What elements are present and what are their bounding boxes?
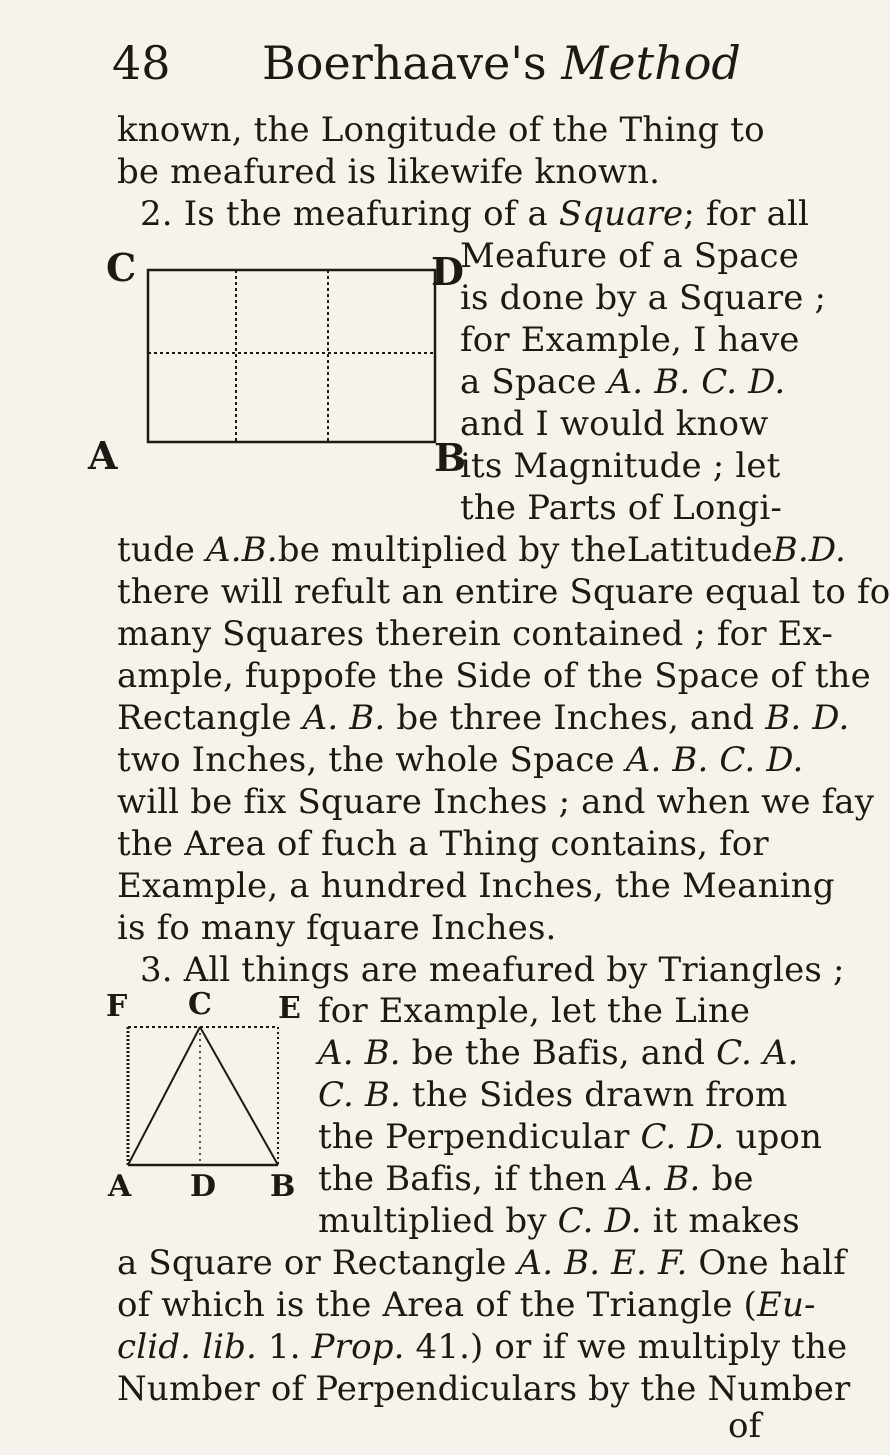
label-c: C: [106, 245, 137, 290]
label-d: D: [431, 249, 464, 294]
text-line: the Bafis, if then A. B. be: [318, 1159, 754, 1199]
side-cb: [200, 1027, 278, 1165]
text-line: ample, fuppofe the Side of the Space of the: [117, 656, 871, 696]
text-line: is fo many fquare Inches.: [117, 908, 557, 948]
text-line: Example, a hundred Inches, the Meaning: [117, 866, 835, 906]
text-line: known, the Longitude of the Thing to: [117, 110, 765, 150]
text-line: tude A.B.be multiplied by theLatitudeB.D.: [117, 530, 846, 570]
side-ca: [128, 1027, 200, 1165]
text-line: be meafured is likewife known.: [117, 152, 661, 192]
page-number: 48: [112, 36, 171, 90]
text-line: for Example, let the Line: [318, 991, 751, 1031]
text-line: the Perpendicular C. D. upon: [318, 1117, 823, 1157]
text-line: Meafure of a Space: [460, 236, 799, 276]
text-line: 3. All things are meafured by Triangles ;: [140, 950, 845, 990]
text-line: of which is the Area of the Triangle (Eu-: [117, 1285, 816, 1325]
text-line: a Square or Rectangle A. B. E. F. One half: [117, 1243, 846, 1283]
text-line: the Area of fuch a Thing contains, for: [117, 824, 769, 864]
label-d: D: [190, 1169, 217, 1204]
text-line: A. B. be the Bafis, and C. A.: [318, 1033, 799, 1073]
text-line: will be fix Square Inches ; and when we fay: [117, 782, 875, 822]
label-b: B: [434, 435, 467, 480]
text-line: clid. lib. 1. Prop. 41.) or if we multiply the: [117, 1327, 848, 1367]
label-a: A: [108, 1169, 132, 1204]
text-line: there will refult an entire Square equal to fo: [117, 572, 890, 612]
rectangle-outline: [148, 270, 435, 442]
label-e: E: [278, 991, 301, 1026]
catchword: of: [728, 1406, 762, 1446]
text-line: for Example, I have: [460, 320, 800, 360]
figure-square: [88, 240, 467, 480]
square-diagram: [88, 240, 458, 480]
text-line: Rectangle A. B. be three Inches, and B. D.: [117, 698, 850, 738]
text-line: C. B. the Sides drawn from: [318, 1075, 788, 1115]
label-a: A: [88, 433, 118, 478]
text-line: 2. Is the meafuring of a Square; for all: [140, 194, 810, 234]
text-line: multiplied by C. D. it makes: [318, 1201, 800, 1241]
running-title: Boerhaave's Method: [262, 36, 741, 90]
text-line: and I would know: [460, 404, 769, 444]
label-b: B: [270, 1169, 296, 1204]
label-c: C: [188, 987, 212, 1022]
label-f: F: [106, 989, 128, 1024]
running-header: [112, 28, 752, 98]
text-line: its Magnitude ; let: [460, 446, 781, 486]
text-line: is done by a Square ;: [460, 278, 827, 318]
text-line: the Parts of Longi-: [460, 488, 783, 528]
text-line: Number of Perpendiculars by the Number: [117, 1369, 851, 1409]
text-line: two Inches, the whole Space A. B. C. D.: [117, 740, 804, 780]
running-title-italic: Method: [561, 36, 741, 90]
text-line: many Squares therein contained ; for Ex-: [117, 614, 833, 654]
text-line: a Space A. B. C. D.: [460, 362, 786, 402]
figure-triangle: [100, 985, 315, 1210]
